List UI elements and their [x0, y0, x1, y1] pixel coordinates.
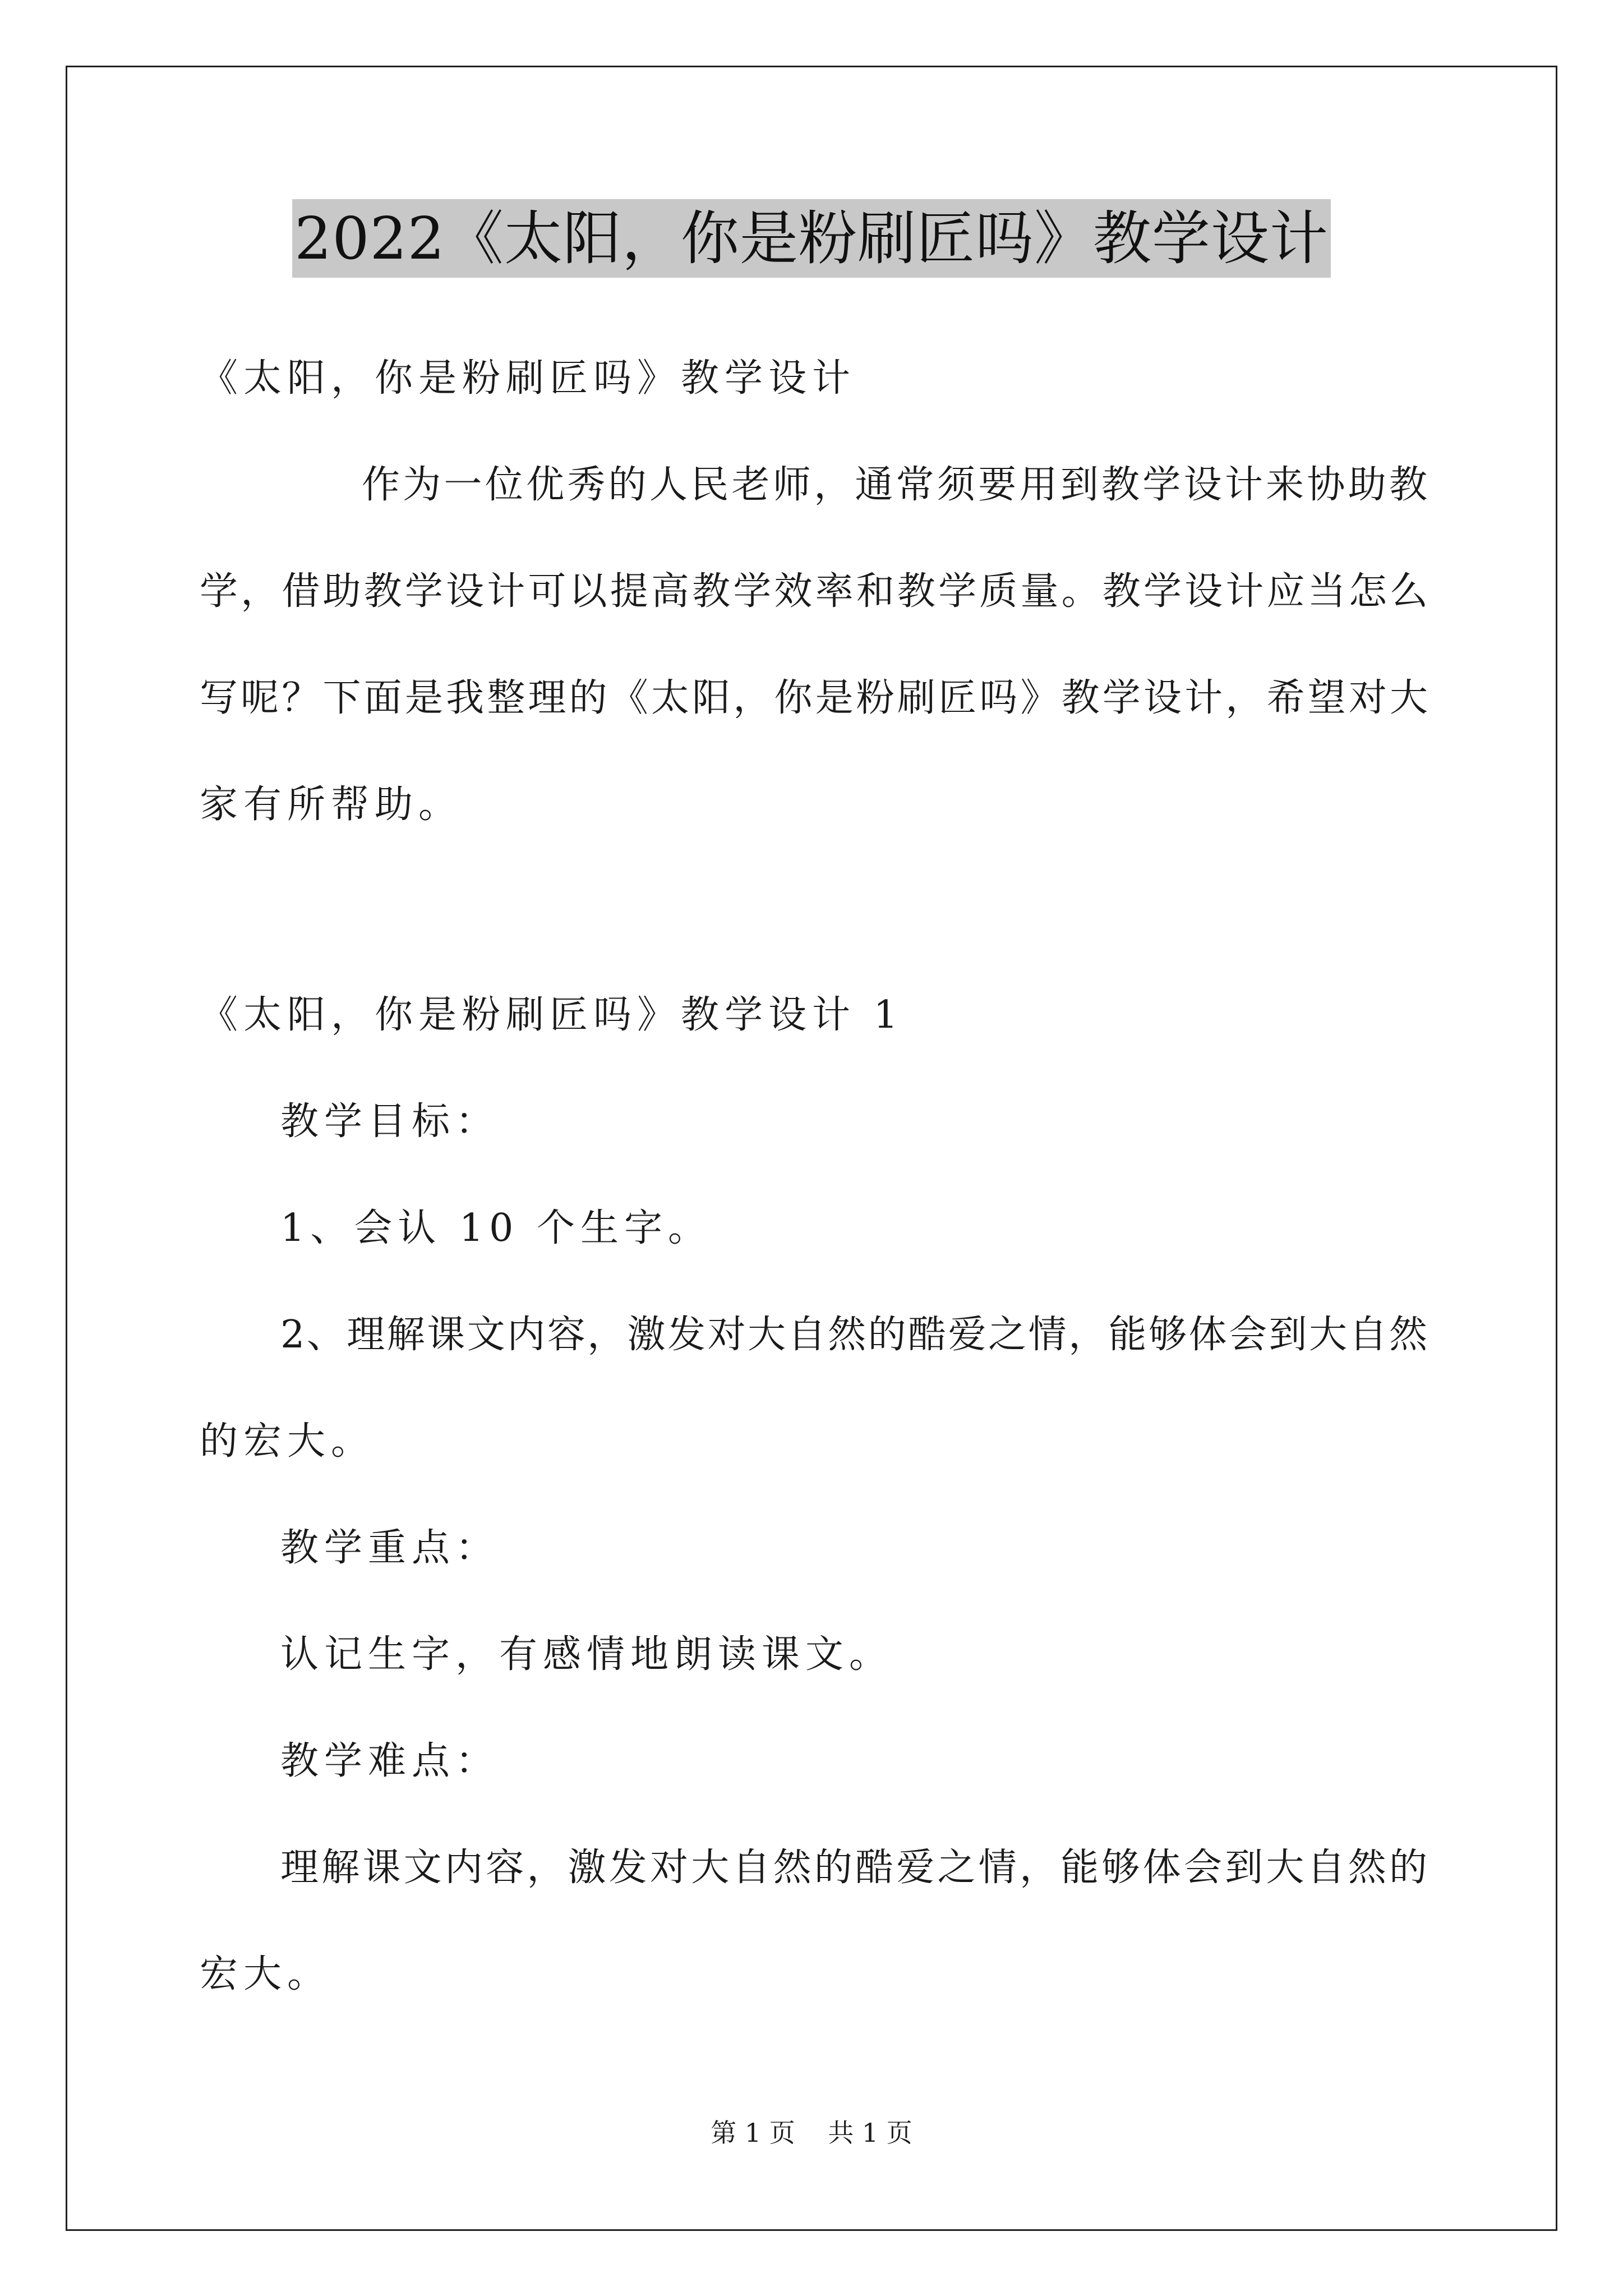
- goal-2-line-1: 2、理解课文内容，激发对大自然的酷爱之情，能够体会到大自然: [280, 1313, 1427, 1357]
- title-container: [0, 199, 1623, 278]
- goals-heading: 教学目标：: [280, 1099, 500, 1144]
- intro-line-1: 作为一位优秀的人民老师，通常须要用到教学设计来协助教: [362, 463, 1427, 507]
- goal-1: 1、会认 10 个生字。: [280, 1206, 712, 1250]
- document-subtitle: 《太阳，你是粉刷匠吗》教学设计: [200, 356, 856, 401]
- section-heading: 《太阳，你是粉刷匠吗》教学设计 1: [200, 993, 903, 1037]
- document-title: 2022《太阳，你是粉刷匠吗》教学设计: [292, 199, 1331, 278]
- difficulty-heading: 教学难点：: [280, 1739, 500, 1783]
- intro-line-3: 写呢？下面是我整理的《太阳，你是粉刷匠吗》教学设计，希望对大: [200, 676, 1428, 720]
- goal-2-line-2: 的宏大。: [200, 1419, 375, 1464]
- intro-line-4: 家有所帮助。: [200, 783, 463, 827]
- key-heading: 教学重点：: [280, 1526, 500, 1570]
- difficulty-text-line-2: 宏大。: [200, 1952, 331, 1996]
- key-text: 认记生字，有感情地朗读课文。: [280, 1632, 893, 1677]
- intro-line-2: 学，借助教学设计可以提高教学效率和教学质量。教学设计应当怎么: [200, 569, 1428, 614]
- difficulty-text-line-1: 理解课文内容，激发对大自然的酷爱之情，能够体会到大自然的: [280, 1846, 1427, 1890]
- page-footer: 第 1 页 共 1 页: [711, 2118, 912, 2148]
